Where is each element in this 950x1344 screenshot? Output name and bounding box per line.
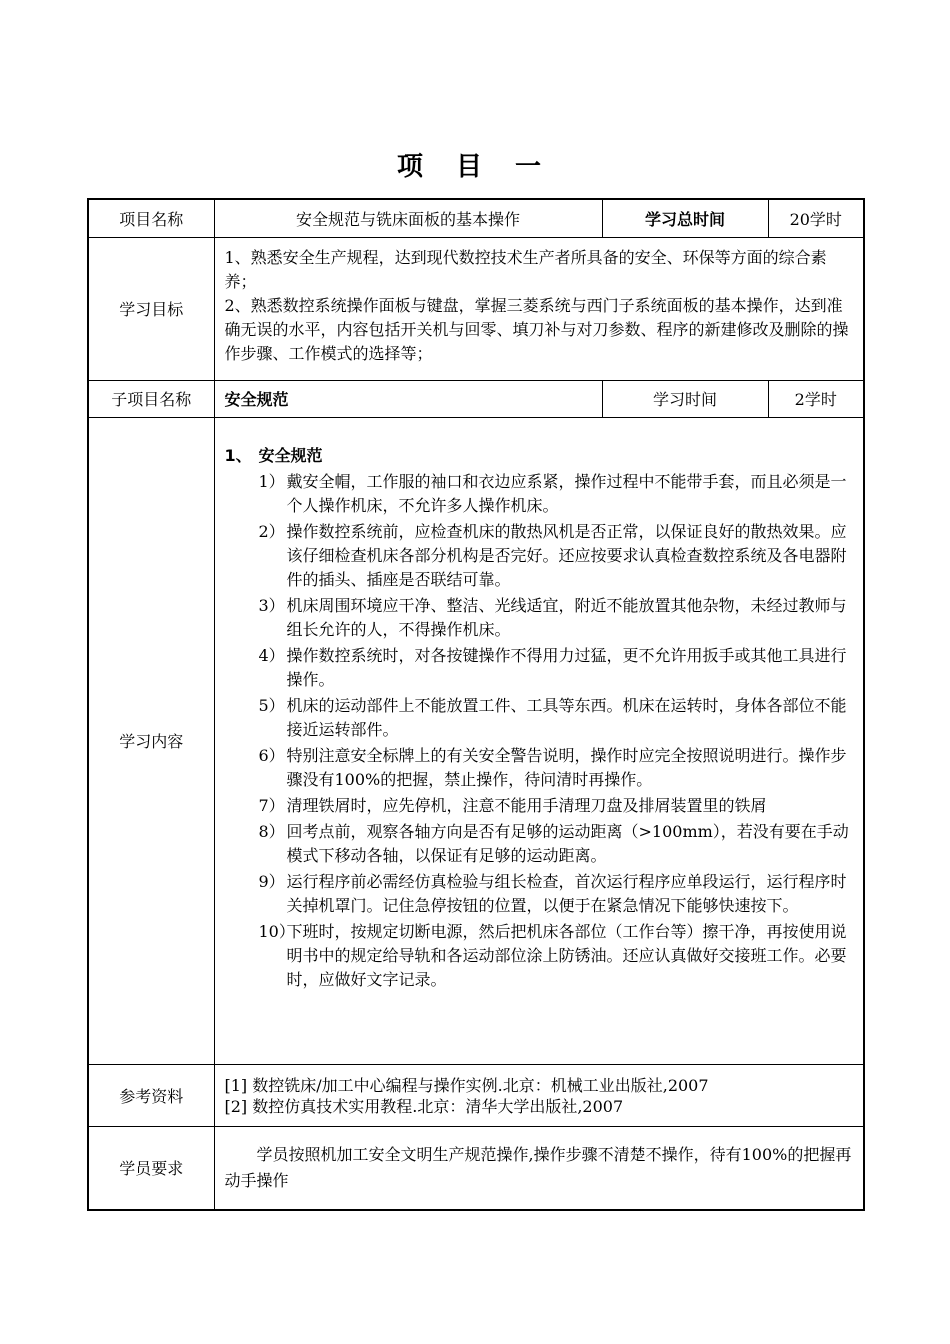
item-number: 1）: [258, 471, 285, 491]
list-item: [225, 744, 856, 792]
learning-goal-content: [214, 237, 864, 380]
item-text: 清理铁屑时，应先停机，注意不能用手清理刀盘及排屑装置里的铁屑: [286, 795, 767, 815]
list-item: [225, 694, 856, 742]
list-item: [225, 644, 856, 692]
list-item: [225, 594, 856, 642]
item-text: 机床周围环境应干净、整洁、光线适宜，附近不能放置其他杂物，未经过教师与组长允许的人，不得操作机床。: [286, 595, 847, 639]
item-number: 7）: [258, 795, 285, 815]
subproject-name: 安全规范: [214, 380, 602, 417]
item-text: 下班时，按规定切断电源，然后把机床各部位（工作台等）擦干净，再按使用说明书中的规定给导轨和各运动部位涂上防锈油。还应认真做好交接班工作。必要时，应做好文字记录。: [286, 921, 847, 989]
learning-content-label: 学习内容: [88, 417, 214, 1064]
total-time-label: 学习总时间: [602, 199, 768, 237]
item-number: 3）: [258, 595, 285, 615]
learning-content-body: [214, 417, 864, 1064]
project-name-value: 安全规范与铣床面板的基本操作: [214, 199, 602, 237]
goal-line: 1、熟悉安全生产规程，达到现代数控技术生产者所具备的安全、环保等方面的综合素养；: [224, 247, 827, 291]
item-text: 机床的运动部件上不能放置工件、工具等东西。机床在运转时，身体各部位不能接近运转部件。: [286, 695, 847, 739]
item-number: 10）: [258, 921, 295, 941]
item-text: 运行程序前必需经仿真检验与组长检查，首次运行程序应单段运行，运行程序时关掉机罩门。记住急停按钮的位置，以便于在紧急情况下能够快速按下。: [286, 871, 847, 915]
project-name-label: 项目名称: [88, 199, 214, 237]
page-title: 项 目 一: [396, 152, 554, 182]
item-text: 回考点前，观察各轴方向是否有足够的运动距离（>100mm），若没有要在手动模式下移动各轴，以保证有足够的运动距离。: [286, 821, 849, 865]
item-text: 特别注意安全标牌上的有关安全警告说明，操作时应完全按照说明进行。操作步骤没有100%的把握，禁止操作，待问清时再操作。: [286, 745, 847, 789]
reference-item: [2] 数控仿真技术实用教程.北京：清华大学出版社,2007: [224, 1097, 624, 1116]
list-item: [225, 920, 856, 992]
section-title: 安全规范: [258, 445, 323, 465]
requirement-content: [214, 1126, 864, 1210]
list-item: [225, 794, 856, 818]
reference-item: [1] 数控铣床/加工中心编程与操作实例.北京：机械工业出版社,2007: [224, 1076, 709, 1095]
learning-goal-row: [88, 237, 864, 380]
learning-content-row: [88, 417, 864, 1064]
requirement-row: [88, 1126, 864, 1210]
study-time-label: 学习时间: [602, 380, 768, 417]
project-name-row: [88, 199, 864, 237]
goal-line: 2、熟悉数控系统操作面板与键盘，掌握三菱系统与西门子系统面板的基本操作，达到准确无误的水平，内容包括开关机与回零、填刀补与对刀参数、程序的新建修改及删除的操作步骤、工作模式的选择等；: [224, 295, 849, 363]
project-table: [87, 198, 865, 1211]
item-number: 9）: [258, 871, 285, 891]
list-item: [225, 820, 856, 868]
study-time-value: 2学时: [768, 380, 864, 417]
requirement-text: 学员按照机加工安全文明生产规范操作,操作步骤不清楚不操作，待有100%的把握再动手操作: [224, 1144, 852, 1190]
reference-list: [214, 1064, 864, 1126]
subproject-label: 子项目名称: [88, 380, 214, 417]
item-number: 2）: [258, 521, 285, 541]
reference-row: [88, 1064, 864, 1126]
item-text: 操作数控系统时，对各按键操作不得用力过猛，更不允许用扳手或其他工具进行操作。: [286, 645, 847, 689]
item-number: 4）: [258, 645, 285, 665]
total-time-value: 20学时: [768, 199, 864, 237]
learning-goal-label: 学习目标: [88, 237, 214, 380]
subproject-row: [88, 380, 864, 417]
section-heading: [225, 444, 856, 468]
item-text: 戴安全帽，工作服的袖口和衣边应系紧，操作过程中不能带手套，而且必须是一个人操作机床，不允许多人操作机床。: [286, 471, 847, 515]
requirement-label: 学员要求: [88, 1126, 214, 1210]
list-item: [225, 470, 856, 518]
item-text: 操作数控系统前，应检查机床的散热风机是否正常，以保证良好的散热效果。应该仔细检查机床各部分机构是否完好。还应按要求认真检查数控系统及各电器附件的插头、插座是否联结可靠。: [286, 521, 847, 589]
item-number: 5）: [258, 695, 285, 715]
item-number: 6）: [258, 745, 285, 765]
reference-label: 参考资料: [88, 1064, 214, 1126]
list-item: [225, 870, 856, 918]
section-number: 1、: [224, 445, 252, 465]
list-item: [225, 520, 856, 592]
item-number: 8）: [258, 821, 285, 841]
